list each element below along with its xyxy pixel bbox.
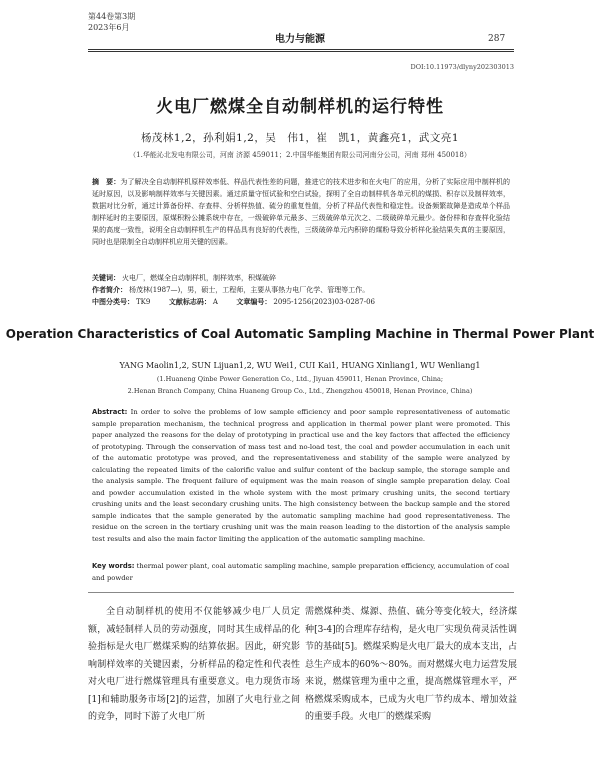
authors-english: YANG Maolin1,2, SUN Lijuan1,2, WU Wei1, CUI Kai1, HUANG Xinliang1, WU Wenliang1 bbox=[119, 361, 481, 370]
header-rule-thin bbox=[88, 51, 514, 52]
affiliation-chinese: （1.华能沁北发电有限公司，河南 济源 459011；2.中国华能集团有限公司河南分公司，河南 郑州 450018） bbox=[129, 151, 471, 159]
title-english: Operation Characteristics of Coal Automatic Sampling Machine in Thermal Power Plant bbox=[5, 327, 595, 341]
keywords-text: 火电厂，燃煤全自动制样机，制样效率，积煤破碎 bbox=[122, 274, 276, 282]
affiliation-english-2: 2.Henan Branch Company, China Huaneng Group Co., Ltd., Zhengzhou 450018, Henan Province, China) bbox=[127, 387, 473, 395]
body-column-left: 全自动制样机的使用不仅能够减少电厂人员定额，减轻制样人员的劳动强度，同时其生成样品的化验指标是火电厂燃煤采购的结算依据。因此，研究影响制样效率的关键因素，分析样品的稳定性和代表性对火电厂进行燃煤管理具有重要意义。电力现货市场[1]和辅助服务市场[2]的运营，加剧了火电行业之间的竞争，同时下游了火电厂所 bbox=[88, 607, 300, 722]
title-chinese: 火电厂燃煤全自动制样机的运行特性 bbox=[156, 97, 444, 117]
abstract-en-label: Abstract: bbox=[92, 408, 128, 416]
author-bio-label: 作者简介： bbox=[92, 286, 127, 294]
keywords-chinese bbox=[92, 272, 510, 284]
affiliation-english-1: (1.Huaneng Qinbe Power Generation Co., Ltd., Jiyuan 459011, Henan Province, China; bbox=[156, 375, 444, 383]
doi: DOI:10.11973/dlyny202303013 bbox=[410, 63, 514, 71]
classification-line bbox=[92, 296, 510, 308]
keywords-label: 关键词： bbox=[92, 274, 120, 282]
clc-label: 中图分类号： bbox=[92, 298, 134, 306]
section-divider bbox=[88, 592, 514, 593]
body-column-right: 需燃煤种类、煤源、热值、硫分等变化较大，经济煤种[3-4]的合理库存结构，是火电厂实现负荷灵活性调节的基础[5]。燃煤采购是火电厂最大的成本支出，占总生产成本的60%～80%。而对燃煤火电力运营发展来说，燃煤管理为重中之重，提高燃煤管理水平，严格燃煤采购成本，已成为火电厂节约成本、增加效益的重要手段。火电厂的燃煤采购 bbox=[305, 607, 517, 722]
page-number: 287 bbox=[488, 34, 506, 44]
article-id-value: 2095-1256(2023)03-0287-06 bbox=[273, 298, 375, 306]
abstract-label: 摘 要： bbox=[92, 178, 121, 186]
journal-name: 电力与能源 bbox=[275, 34, 325, 45]
article-id-label: 文章编号： bbox=[236, 298, 272, 306]
authors-chinese: 杨茂林1,2，孙利娟1,2，吴 伟1，崔 凯1，黄鑫亮1，武文亮1 bbox=[140, 132, 460, 144]
keywords-en-text: thermal power plant, coal automatic sampling machine, sample preparation efficiency, accumulation of coal and powder bbox=[92, 562, 510, 582]
header-rule bbox=[88, 49, 514, 50]
keywords-en-label: Key words: bbox=[92, 562, 135, 570]
doc-code-value: A bbox=[212, 298, 218, 306]
abstract-en-text: In order to solve the problems of low sample efficiency and poor sample representativeness of automatic sample preparation mechanism, the technical progress and application in thermal power plant were promoted. This paper analyzed the reasons for the delay of prototyping in practical use and the key factors that affected the efficiency of prototyping. Through the conservation of mass test and no-load test, the coal and powder accumulation in each unit of the automatic prototype was proved, and the representativeness and stability of the sample were analyzed by calculating the repeated limits of the calorific value and sulfur content of the backup sample, the storage sample and the analysis sample. The frequent failure of equipment was the main reason of single sample preparation delay. Coal and powder accumulation existed in the whole system with the most primary crushing units, the second tertiary crushing units and the least secondary crushing units. The high consistency between the backup sample and the stored sample indicates that the sample generated by the automatic sampling machine had good representativeness. The residue on the screen in the tertiary crushing unit was the main reason leading to the distortion of the analysis sample test results and also the main factor limiting the application of the automatic sampling machine. bbox=[92, 408, 510, 543]
clc-value: TK9 bbox=[136, 298, 151, 306]
abstract-text: 为了解决全自动制样机原样效率低、样品代表性差的问题，推进它的技术进步和在火电厂的应用，分析了实际应用中制样机的延时原因，以及影响制样效率与关键因素。通过质量守恒试验和空白试验，探明了全自动制样机各单元机的煤损、积存以及制样效率，数据对比分析，通过计算备份样、存查样、分析样热值、硫分的重复性值，分析了样品代表性和稳定性。设备频繁故障是造成单个样品制样延时的主要原因，原煤积粉公摊系统中存在，一级破碎单元最多、三级破碎单元次之、二级破碎单元最少。备份样和存查样化验结果的高度一致性，说明全自动制样机生产的样品具有良好的代表性，三级破碎单元内积碎的煤粉导致分析样化验结果失真的主要原因，同时也是限制全自动制样机应用关键的因素。 bbox=[92, 178, 511, 246]
abstract-chinese bbox=[92, 176, 510, 248]
author-bio-text: 杨茂林(1987—)，男，硕士，工程师，主要从事热力电厂化学、管理等工作。 bbox=[129, 286, 370, 294]
author-bio bbox=[92, 284, 510, 296]
publication-date: 2023年6月 bbox=[88, 23, 130, 32]
keywords-english bbox=[92, 561, 510, 584]
doc-code-label: 文献标志码： bbox=[168, 298, 211, 306]
volume-issue: 第44卷第3期 bbox=[88, 12, 136, 21]
abstract-english bbox=[92, 407, 510, 545]
